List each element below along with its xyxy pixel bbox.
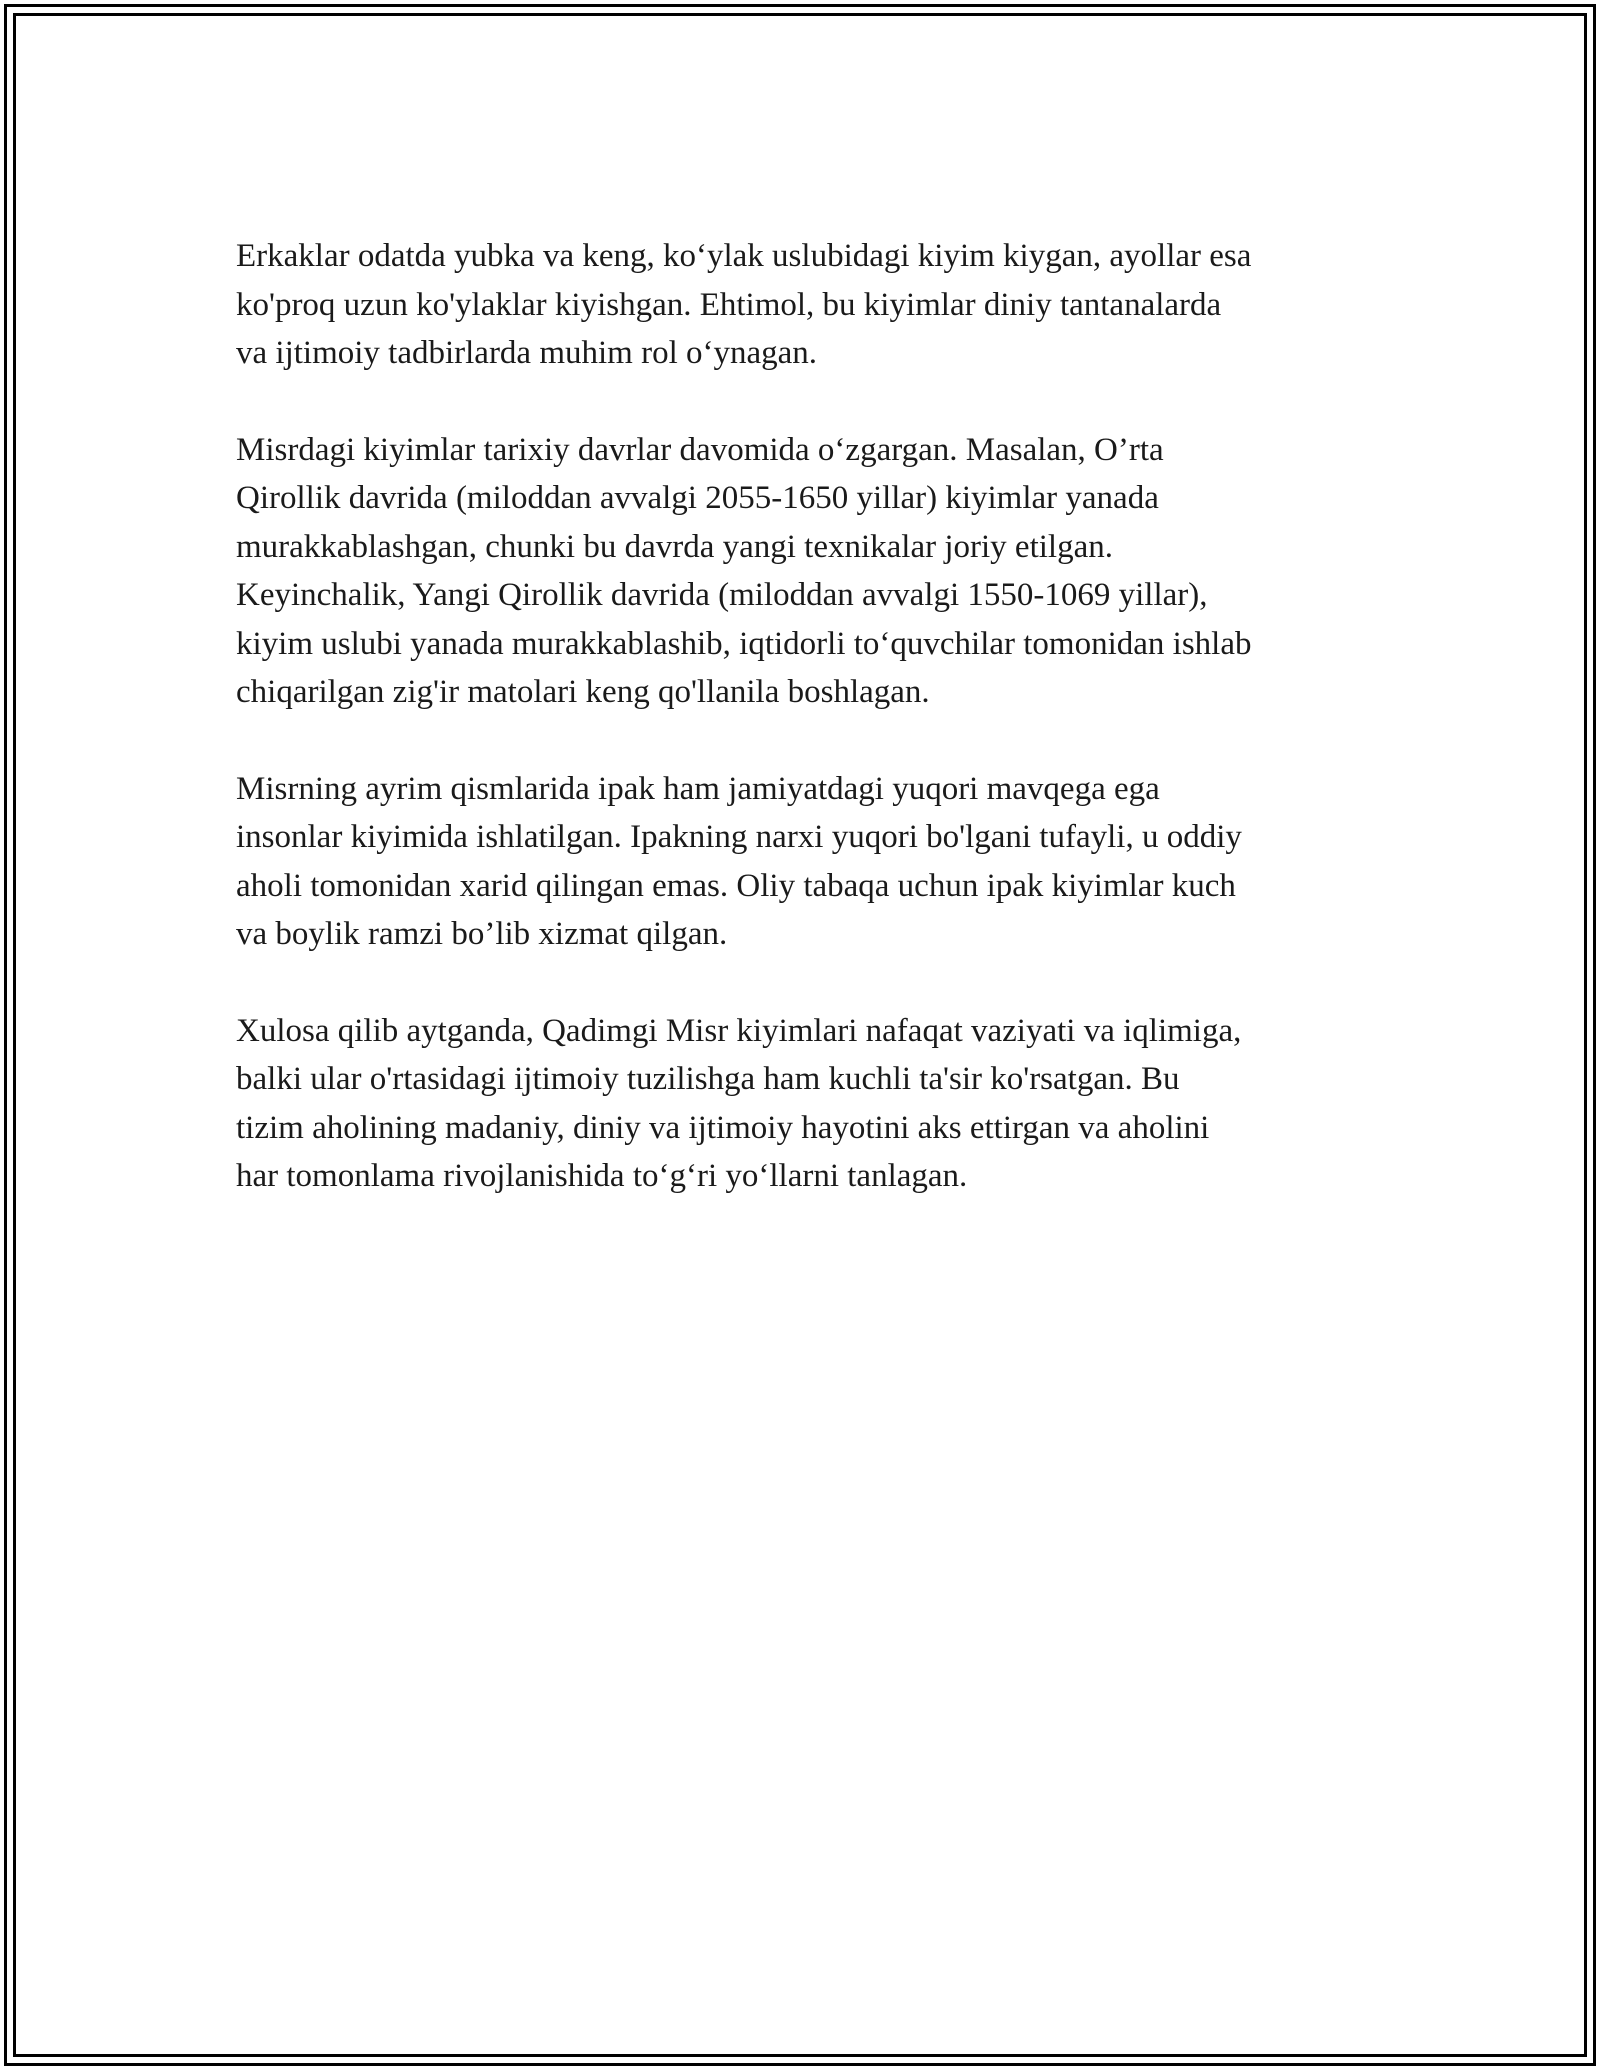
text-line: ko'proq uzun ko'ylaklar kiyishgan. Ehtimol, bu kiyimlar diniy tantanalarda (236, 286, 1222, 323)
text-line: Xulosa qilib aytganda, Qadimgi Misr kiyimlari nafaqat vaziyati va iqlimiga, (236, 1012, 1242, 1049)
text-line: har tomonlama rivojlanishida to‘g‘ri yo‘llarni tanlagan. (236, 1158, 968, 1194)
text-line: Misrdagi kiyimlar tarixiy davrlar davomida o‘zgargan. Masalan, O’rta (236, 431, 1164, 468)
text-line: murakkablashgan, chunki bu davrda yangi texnikalar joriy etilgan. (236, 528, 1113, 565)
text-line: Keyinchalik, Yangi Qirollik davrida (miloddan avvalgi 1550-1069 yillar), (236, 577, 1208, 613)
text-line: Erkaklar odatda yubka va keng, ko‘ylak uslubidagi kiyim kiygan, ayollar esa (236, 238, 1252, 274)
text-line: chiqarilgan zig'ir matolari keng qo'llanila boshlagan. (236, 674, 930, 710)
text-line: insonlar kiyimida ishlatilgan. Ipakning narxi yuqori bo'lgani tufayli, u oddiy (236, 819, 1242, 855)
text-line: Qirollik davrida (miloddan avvalgi 2055-1650 yillar) kiyimlar yanada (236, 480, 1159, 516)
paragraph-1 (236, 232, 1386, 378)
text-line: va ijtimoiy tadbirlarda muhim rol o‘ynagan. (236, 335, 818, 371)
text-line: kiyim uslubi yanada murakkablashib, iqtidorli to‘quvchilar tomonidan ishlab (236, 625, 1252, 662)
text-line: aholi tomonidan xarid qilingan emas. Oliy tabaqa uchun ipak kiyimlar kuch (236, 867, 1236, 904)
paragraph-4 (236, 1007, 1386, 1201)
document-body (236, 232, 1386, 1249)
paragraph-3 (236, 765, 1386, 959)
paragraph-2 (236, 426, 1386, 717)
text-line: balki ular o'rtasidagi ijtimoiy tuzilishga ham kuchli ta'sir ko'rsatgan. Bu (236, 1061, 1180, 1097)
text-line: va boylik ramzi bo’lib xizmat qilgan. (236, 916, 728, 952)
text-line: Misrning ayrim qismlarida ipak ham jamiyatdagi yuqori mavqega ega (236, 770, 1160, 807)
text-line: tizim aholining madaniy, diniy va ijtimoiy hayotini aks ettirgan va aholini (236, 1109, 1210, 1146)
